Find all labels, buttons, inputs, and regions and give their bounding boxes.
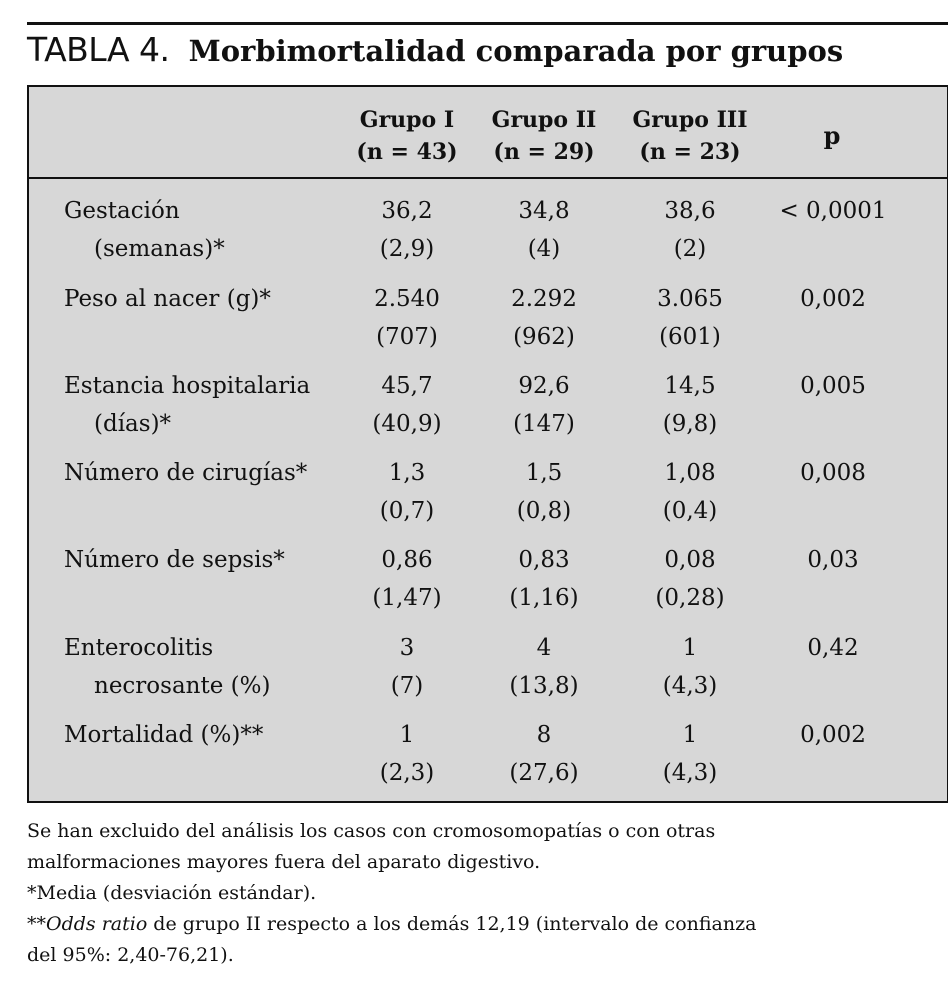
cell-mean: 0,08 (664, 547, 716, 573)
row-label-sepsis (64, 541, 285, 579)
row-label-line1: Enterocolitis (64, 635, 214, 661)
footnote-line: del 95%: 2,40-76,21). (27, 944, 234, 966)
row-label-line1: Peso al nacer (g)* (64, 286, 271, 312)
table-cell (347, 192, 467, 268)
cell-mean: 3 (399, 635, 415, 661)
cell-sd: (4) (527, 236, 561, 262)
row-label-line1: Número de cirugías* (64, 460, 308, 486)
row-label-line1: Número de sepsis* (64, 547, 285, 573)
footnote-line: malformaciones mayores fuera del aparato digestivo. (27, 851, 541, 873)
row-label-gestacion (64, 192, 225, 268)
cell-mean: 36,2 (381, 198, 433, 224)
cell-sd: (40,9) (372, 411, 442, 437)
cell-mean: 1,08 (664, 460, 716, 486)
cell-mean: 4 (536, 635, 552, 661)
table-caption (27, 30, 843, 69)
table-cell (623, 541, 757, 617)
row-label-cirugias (64, 454, 307, 492)
table-cell (623, 192, 757, 268)
p-value: 0,002 (800, 722, 866, 748)
col-header-grupo-2 (484, 104, 604, 168)
cell-sd: (0,8) (516, 498, 572, 524)
cell-sd: (0,4) (662, 498, 718, 524)
row-label-estancia (64, 367, 310, 443)
cell-sd: (0,7) (379, 498, 435, 524)
row-label-line1: Mortalidad (%)** (64, 722, 264, 748)
p-value: 0,008 (800, 460, 866, 486)
footnote-italic: Odds ratio (46, 913, 148, 935)
cell-sd: (2,9) (379, 236, 435, 262)
cell-sd: (4,3) (662, 760, 718, 786)
header-divider (29, 177, 947, 179)
cell-mean: 2.540 (374, 286, 440, 312)
p-value: 0,005 (800, 373, 866, 399)
row-label-enterocolitis (64, 629, 270, 705)
col-header-name: Grupo II (491, 107, 597, 133)
cell-mean: 3.065 (657, 286, 723, 312)
cell-sd: (962) (513, 324, 575, 350)
cell-sd: (9,8) (662, 411, 718, 437)
cell-sd: (0,28) (655, 585, 725, 611)
table-cell (347, 454, 467, 530)
cell-sd: (147) (513, 411, 575, 437)
cell-mean: 2.292 (511, 286, 577, 312)
table-cell (623, 454, 757, 530)
cell-mean: 45,7 (381, 373, 433, 399)
footnote-odds-ratio (27, 909, 927, 940)
footnote-marker: ** (27, 913, 46, 935)
table-cell (484, 280, 604, 356)
table-cell (623, 280, 757, 356)
cell-sd: (601) (659, 324, 721, 350)
table-cell (347, 280, 467, 356)
col-header-name: Grupo I (359, 107, 455, 133)
table-cell (484, 454, 604, 530)
p-value: 0,002 (800, 286, 866, 312)
table-cell (484, 716, 604, 792)
row-label-line1: Estancia hospitalaria (64, 373, 311, 399)
top-rule (27, 22, 948, 25)
cell-mean: 14,5 (664, 373, 716, 399)
col-header-n: (n = 29) (493, 139, 595, 165)
cell-mean: 1,5 (525, 460, 563, 486)
col-header-grupo-1 (347, 104, 467, 168)
p-value: 0,03 (807, 547, 859, 573)
row-label-mortalidad (64, 716, 263, 754)
caption-title: Morbimortalidad comparada por grupos (188, 34, 844, 68)
table-cell (347, 541, 467, 617)
col-header-grupo-3 (623, 104, 757, 168)
cell-sd: (707) (376, 324, 438, 350)
row-label-line2: (días)* (94, 411, 172, 437)
cell-mean: 1,3 (388, 460, 426, 486)
footnote-text: de grupo II respecto a los demás 12,19 (intervalo de confianza (147, 913, 757, 935)
cell-mean: 92,6 (518, 373, 570, 399)
col-header-n: (n = 43) (356, 139, 458, 165)
col-header-p: p (823, 121, 841, 150)
row-label-line2: necrosante (%) (94, 673, 271, 699)
cell-sd: (2,3) (379, 760, 435, 786)
row-label-peso (64, 280, 271, 318)
p-value: 0,42 (807, 635, 859, 661)
table-cell (347, 629, 467, 705)
row-label-line1: Gestación (64, 198, 180, 224)
table-cell (623, 716, 757, 792)
table-cell (484, 192, 604, 268)
cell-mean: 1 (399, 722, 415, 748)
cell-sd: (4,3) (662, 673, 718, 699)
cell-sd: (1,16) (509, 585, 579, 611)
cell-mean: 1 (682, 722, 698, 748)
table-cell (623, 629, 757, 705)
cell-mean: 0,83 (518, 547, 570, 573)
col-header-n: (n = 23) (639, 139, 741, 165)
cell-sd: (13,8) (509, 673, 579, 699)
p-value: < 0,0001 (779, 198, 887, 224)
caption-label: TABLA 4. (27, 30, 170, 69)
table-cell (484, 629, 604, 705)
cell-mean: 0,86 (381, 547, 433, 573)
table-cell (484, 541, 604, 617)
table-footnotes (27, 816, 927, 971)
row-label-line2: (semanas)* (94, 236, 225, 262)
cell-mean: 1 (682, 635, 698, 661)
col-header-name: Grupo III (632, 107, 748, 133)
cell-mean: 34,8 (518, 198, 570, 224)
footnote-mean-sd: *Media (desviación estándar). (27, 882, 317, 904)
table-cell (347, 367, 467, 443)
table-cell (484, 367, 604, 443)
table-cell (623, 367, 757, 443)
cell-sd: (27,6) (509, 760, 579, 786)
footnote-line: Se han excluido del análisis los casos con cromosomopatías o con otras (27, 820, 716, 842)
cell-sd: (7) (390, 673, 424, 699)
cell-mean: 8 (536, 722, 552, 748)
cell-mean: 38,6 (664, 198, 716, 224)
cell-sd: (2) (673, 236, 707, 262)
cell-sd: (1,47) (372, 585, 442, 611)
data-table (27, 85, 948, 803)
table-cell (347, 716, 467, 792)
